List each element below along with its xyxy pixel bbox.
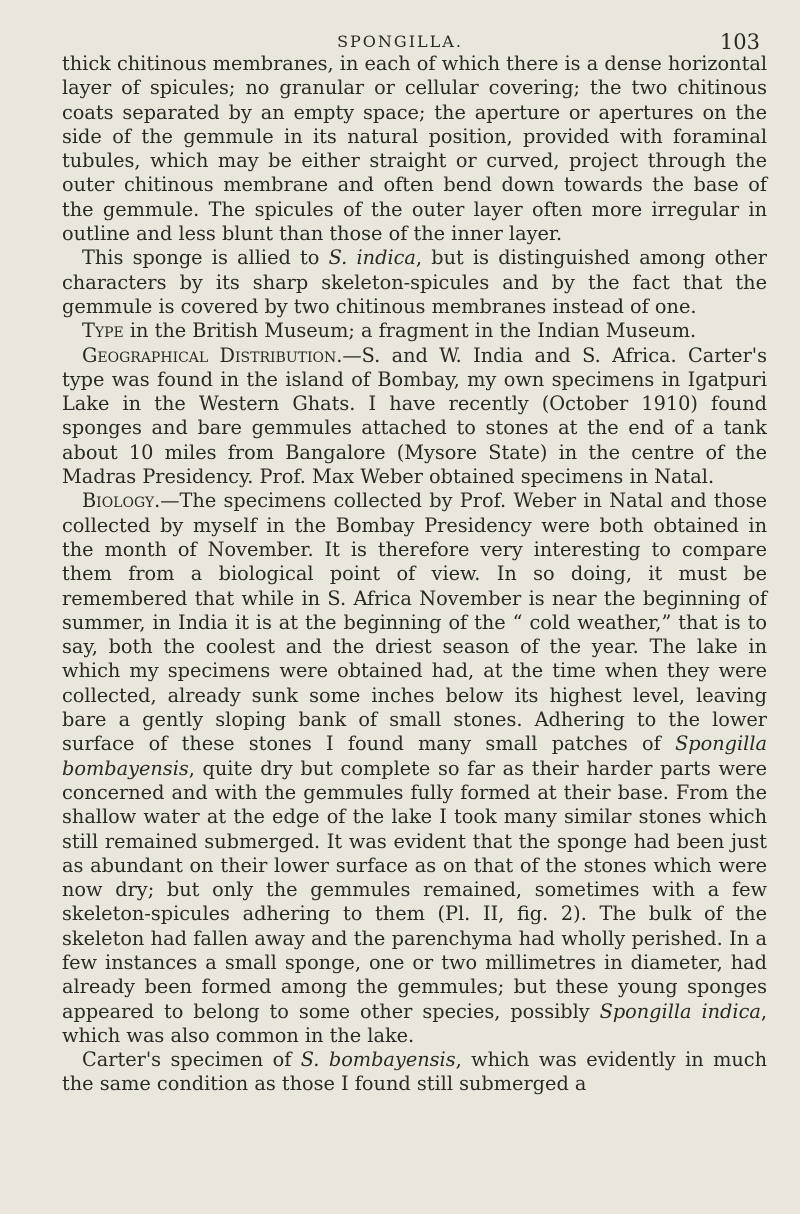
species-name-indica-2: Spongilla indica [599,999,761,1023]
biology-text-b: , quite dry but complete so far as their harder parts were concerned and with the gemmules fully formed at their base. From the shallow water at the edge of the lake I took many similar stones which still remained submerged. It was evident that the sponge had been just as abundant on their lower surface as on that of the stones which were now dry; but only the gemmules remained, sometimes with a few skeleton-spicules adhering to them (Pl. II, fig. 2). The bulk of the skeleton had fallen away and the parenchyma had wholly perished. In a few instances a small sponge, one or two millimetres in diameter, had already been formed among the gemmules; but these young sponges appeared to belong to some other species, possibly [62,756,767,1023]
affinities-text-b: , but is distinguished among other characters by its sharp skeleton-spicules and by the fact that the gemmule is covered by two chitinous membranes instead of one. [62,246,767,318]
species-name-indica: S. indica [328,246,416,270]
type-heading: Type [82,319,124,343]
geographical-distribution-text: —S. and W. India and S. Africa. Carter's type was found in the island of Bombay, my own specimens in Igatpuri Lake in the Western Ghats. I have recently (October 1910) found sponges and bare gemmules attached to stones at the end of a tank about 10 miles from Bangalore (Mysore State) in the centre of the Madras Presidency. Prof. Max Weber obtained specimens in Natal. [62,343,767,489]
biology-text-c: , which was also common in the lake. [62,999,768,1047]
paragraph-carter-specimen [62,1048,767,1097]
species-name-bombayensis: Spongilla bombayensis [62,732,767,780]
body-text [62,52,767,1097]
biology-heading: Biology. [82,489,161,513]
carter-text-b: , which was evidently in much the same condition as those I found still submerged a [62,1048,767,1096]
species-name-bombayensis-2: S. bombayensis [300,1048,456,1072]
page-number: 103 [719,30,760,54]
biology-text-a: —The specimens collected by Prof. Weber in Natal and those collected by myself in the Bombay Presidency were both obtained in the month of November. It is therefore very interesting to compare them from a biological point of view. In so doing, it must be remembered that while in S. Africa November is near the beginning of summer, in India it is at the beginning of the “ cold weather,” that is to say, both the coolest and the driest season of the year. The lake in which my specimens were obtained had, at the time when they were collected, already sunk some inches below its highest level, leaving bare a gently sloping bank of small stones. Adhering to the lower surface of these stones I found many small patches of [62,489,767,756]
geographical-distribution-heading: Geographical Distribution. [82,343,343,367]
affinities-text-a: This sponge is allied to [82,246,329,270]
paragraph-biology [62,489,767,1048]
carter-text-a: Carter's specimen of [82,1048,301,1072]
paragraph-description-continued: thick chitinous membranes, in each of which there is a dense horizontal layer of spicules; no granular or cellular covering; the two chitinous coats separated by an empty space; the aperture or apertures on the side of the gemmule in its natural position, provided with foraminal tubules, which may be either straight or curved, project through the outer chitinous membrane and often bend down towards the base of the gemmule. The spicules of the outer layer often more irregular in outline and less blunt than those of the inner layer. [62,52,767,246]
running-title: SPONGILLA. [337,32,463,51]
paragraph-affinities [62,246,767,319]
paragraph-geographical-distribution [62,344,767,490]
paragraph-type [62,319,767,343]
type-text: in the British Museum; a fragment in the Indian Museum. [123,319,697,343]
